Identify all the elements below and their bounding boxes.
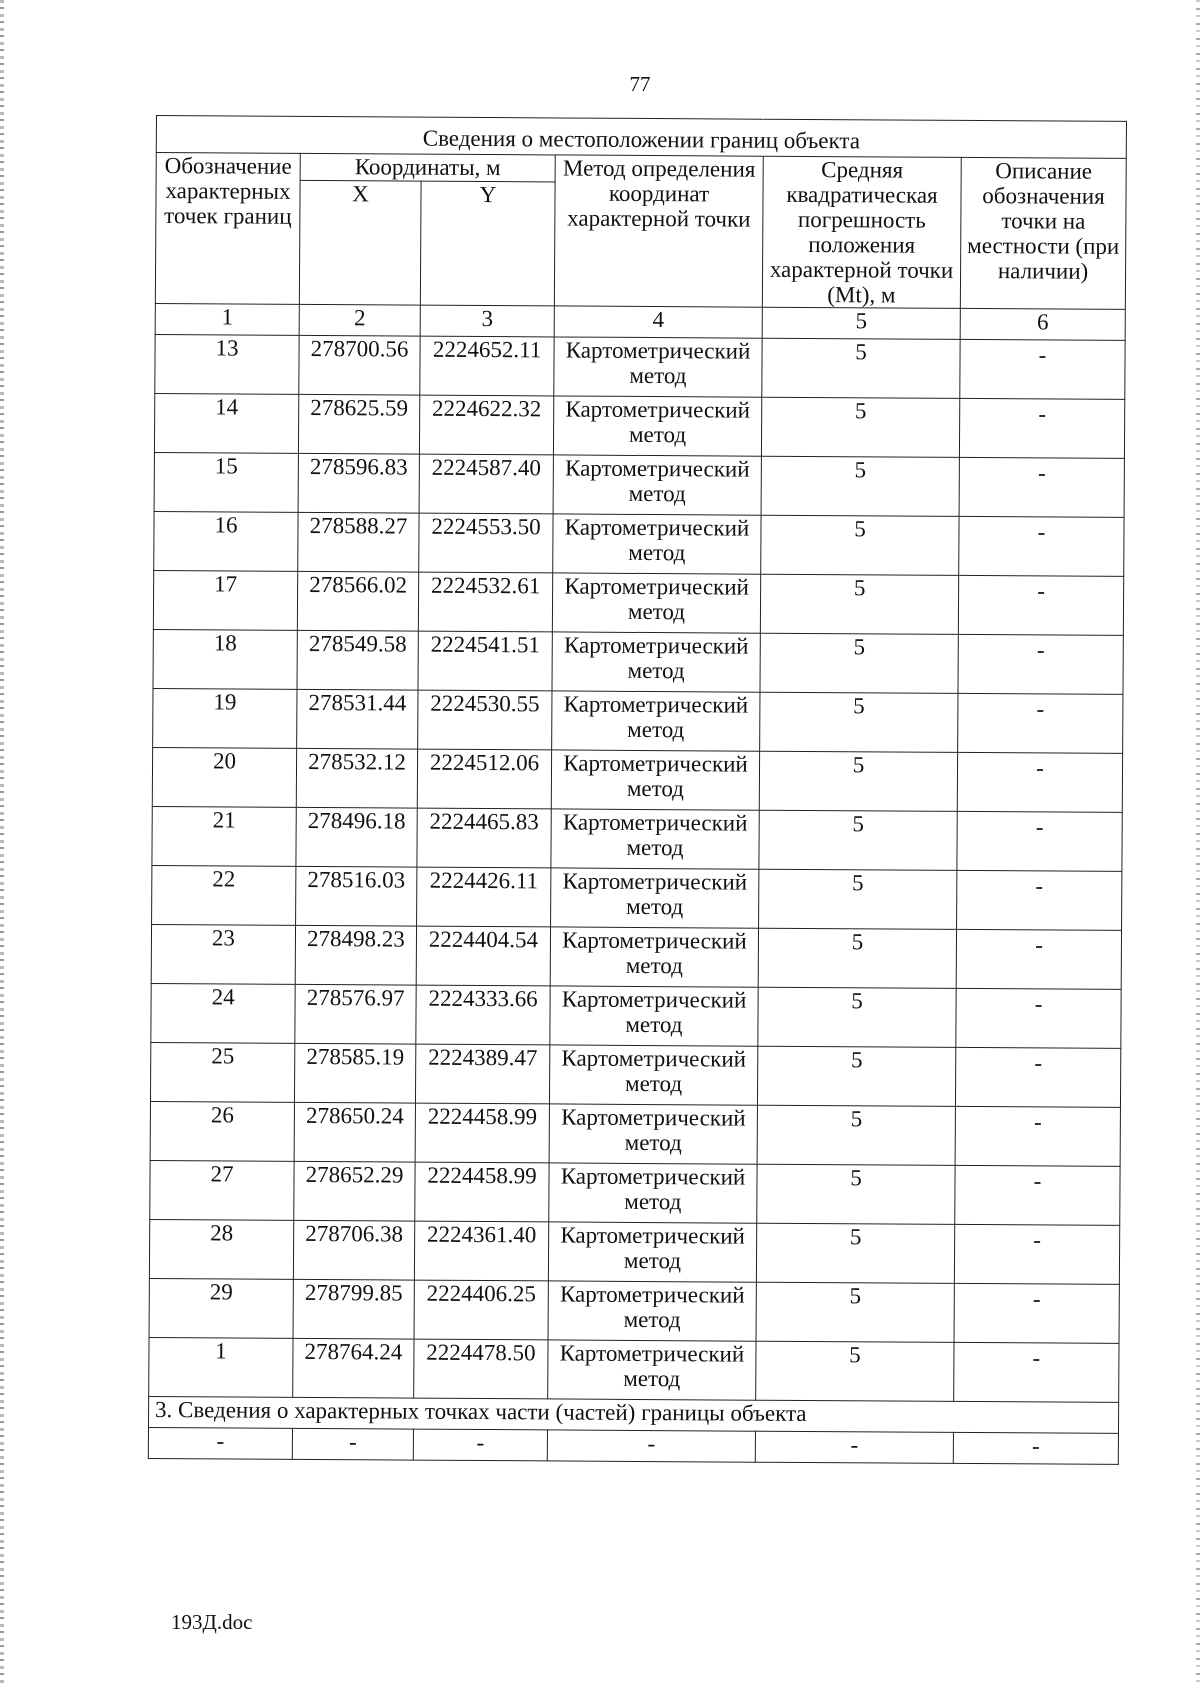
table-row — [152, 806, 1122, 871]
point-cell: 19 — [153, 688, 297, 748]
description-cell: - — [958, 693, 1123, 753]
description-cell: - — [957, 870, 1122, 930]
table-row — [150, 1160, 1120, 1225]
x-coordinate-cell: 278549.58 — [297, 630, 418, 690]
error-cell: 5 — [762, 338, 960, 398]
table-row — [149, 1278, 1119, 1343]
method-cell: Картометрический метод — [548, 1340, 756, 1400]
header-error: Средняя квадратическая погрешность положения характерной точки (Mt), м — [762, 156, 961, 308]
y-coordinate-cell: 2224458.99 — [415, 1162, 549, 1222]
y-coordinate-cell: 2224333.66 — [416, 985, 550, 1045]
column-number: 5 — [762, 307, 960, 339]
x-coordinate-cell: 278498.23 — [295, 925, 416, 985]
error-cell: 5 — [761, 397, 959, 457]
error-cell: 5 — [761, 515, 959, 575]
point-cell: 13 — [155, 334, 299, 394]
method-cell: Картометрический метод — [554, 337, 762, 397]
section3-cell: - — [148, 1427, 292, 1459]
x-coordinate-cell: 278652.29 — [294, 1161, 415, 1221]
error-cell: 5 — [761, 456, 959, 516]
table-row — [154, 452, 1124, 517]
x-coordinate-cell: 278576.97 — [295, 984, 416, 1044]
point-cell: 22 — [152, 865, 296, 925]
description-cell: - — [955, 1165, 1120, 1225]
point-cell: 29 — [149, 1278, 293, 1338]
description-cell: - — [958, 575, 1123, 635]
table-body — [149, 334, 1126, 1402]
point-cell: 27 — [150, 1160, 294, 1220]
section3-cell: - — [413, 1429, 547, 1461]
method-cell: Картометрический метод — [550, 927, 758, 987]
point-cell: 1 — [149, 1337, 293, 1397]
table-row — [149, 1337, 1119, 1402]
method-cell: Картометрический метод — [553, 396, 761, 456]
y-coordinate-cell: 2224478.50 — [414, 1339, 548, 1399]
method-cell: Картометрический метод — [550, 986, 758, 1046]
error-cell: 5 — [759, 810, 957, 870]
x-coordinate-cell: 278706.38 — [293, 1220, 414, 1280]
method-cell: Картометрический метод — [549, 1045, 757, 1105]
section3-cell: - — [953, 1432, 1118, 1464]
y-coordinate-cell: 2224406.25 — [414, 1280, 548, 1340]
y-coordinate-cell: 2224587.40 — [419, 454, 553, 514]
header-y: Y — [420, 181, 555, 306]
header-description: Описание обозначения точки на местности (при наличии) — [960, 157, 1126, 309]
x-coordinate-cell: 278516.03 — [296, 866, 417, 926]
point-cell: 18 — [153, 629, 297, 689]
x-coordinate-cell: 278650.24 — [294, 1102, 415, 1162]
x-coordinate-cell: 278625.59 — [298, 394, 419, 454]
y-coordinate-cell: 2224458.99 — [415, 1103, 549, 1163]
y-coordinate-cell: 2224530.55 — [418, 690, 552, 750]
method-cell: Картометрический метод — [552, 632, 760, 692]
section3-cell: - — [292, 1428, 413, 1460]
x-coordinate-cell: 278596.83 — [298, 453, 419, 513]
point-cell: 25 — [150, 1042, 294, 1102]
y-coordinate-cell: 2224532.61 — [418, 572, 552, 632]
point-cell: 26 — [150, 1101, 294, 1161]
x-coordinate-cell: 278585.19 — [294, 1043, 415, 1103]
table-row — [153, 629, 1123, 694]
error-cell: 5 — [757, 1164, 955, 1224]
y-coordinate-cell: 2224361.40 — [414, 1221, 548, 1281]
x-coordinate-cell: 278566.02 — [297, 571, 418, 631]
y-coordinate-cell: 2224512.06 — [417, 749, 551, 809]
error-cell: 5 — [757, 1105, 955, 1165]
point-cell: 23 — [151, 924, 295, 984]
y-coordinate-cell: 2224426.11 — [417, 867, 551, 927]
description-cell: - — [960, 339, 1125, 399]
description-cell: - — [959, 516, 1124, 576]
description-cell: - — [955, 1106, 1120, 1166]
method-cell: Картометрический метод — [552, 691, 760, 751]
point-cell: 14 — [154, 393, 298, 453]
scan-edge-left — [0, 0, 4, 1686]
point-cell: 28 — [149, 1219, 293, 1279]
table-row — [153, 688, 1123, 753]
header-coordinates: Координаты, м — [300, 153, 555, 182]
header-method: Метод определения координат характерной точки — [554, 155, 763, 307]
table-row — [150, 1101, 1120, 1166]
error-cell: 5 — [759, 751, 957, 811]
method-cell: Картометрический метод — [552, 573, 760, 633]
table-caption: Сведения о местоположении границ объекта — [156, 116, 1126, 159]
y-coordinate-cell: 2224553.50 — [419, 513, 553, 573]
point-cell: 15 — [154, 452, 298, 512]
description-cell: - — [954, 1342, 1119, 1402]
method-cell: Картометрический метод — [551, 809, 759, 869]
error-cell: 5 — [756, 1282, 954, 1342]
error-cell: 5 — [760, 692, 958, 752]
header-x: X — [299, 181, 421, 306]
x-coordinate-cell: 278700.56 — [299, 335, 420, 395]
header-point-designation: Обозначение характерных точек границ — [155, 153, 300, 305]
method-cell: Картометрический метод — [548, 1281, 756, 1341]
description-cell: - — [954, 1283, 1119, 1343]
x-coordinate-cell: 278764.24 — [293, 1338, 414, 1398]
point-cell: 20 — [152, 747, 296, 807]
description-cell: - — [956, 929, 1121, 989]
point-cell: 17 — [153, 570, 297, 630]
x-coordinate-cell: 278532.12 — [296, 748, 417, 808]
description-cell: - — [955, 1047, 1120, 1107]
method-cell: Картометрический метод — [551, 750, 759, 810]
x-coordinate-cell: 278496.18 — [296, 807, 417, 867]
x-coordinate-cell: 278799.85 — [293, 1279, 414, 1339]
error-cell: 5 — [759, 869, 957, 929]
table-row — [154, 511, 1124, 576]
column-number: 3 — [420, 305, 554, 337]
y-coordinate-cell: 2224465.83 — [417, 808, 551, 868]
description-cell: - — [959, 398, 1124, 458]
method-cell: Картометрический метод — [549, 1104, 757, 1164]
x-coordinate-cell: 278531.44 — [297, 689, 418, 749]
y-coordinate-cell: 2224541.51 — [418, 631, 552, 691]
table-row — [154, 393, 1124, 458]
y-coordinate-cell: 2224652.11 — [420, 336, 554, 396]
description-cell: - — [956, 988, 1121, 1048]
method-cell: Картометрический метод — [553, 455, 761, 515]
section3-title: 3. Сведения о характерных точках части (частей) границы объекта — [148, 1396, 1118, 1433]
y-coordinate-cell: 2224389.47 — [415, 1044, 549, 1104]
table-row — [152, 865, 1122, 930]
table-row — [151, 924, 1121, 989]
section3-row — [148, 1427, 1118, 1464]
column-number: 4 — [554, 306, 762, 338]
description-cell: - — [958, 634, 1123, 694]
error-cell: 5 — [758, 928, 956, 988]
scan-edge-right — [1196, 0, 1200, 1686]
method-cell: Картометрический метод — [548, 1222, 756, 1282]
table-row — [150, 1042, 1120, 1107]
method-cell: Картометрический метод — [551, 868, 759, 928]
y-coordinate-cell: 2224404.54 — [416, 926, 550, 986]
method-cell: Картометрический метод — [553, 514, 761, 574]
x-coordinate-cell: 278588.27 — [298, 512, 419, 572]
error-cell: 5 — [760, 633, 958, 693]
point-cell: 24 — [151, 983, 295, 1043]
section3-cell: - — [547, 1430, 755, 1462]
description-cell: - — [957, 752, 1122, 812]
table-row — [155, 334, 1125, 399]
description-cell: - — [957, 811, 1122, 871]
error-cell: 5 — [756, 1223, 954, 1283]
table-row — [152, 747, 1122, 812]
error-cell: 5 — [760, 574, 958, 634]
description-cell: - — [954, 1224, 1119, 1284]
section3-cell: - — [755, 1431, 953, 1463]
column-number: 1 — [155, 303, 299, 335]
table-row — [151, 983, 1121, 1048]
y-coordinate-cell: 2224622.32 — [419, 395, 553, 455]
column-number: 6 — [960, 308, 1125, 340]
point-cell: 16 — [154, 511, 298, 571]
column-number: 2 — [299, 304, 420, 336]
error-cell: 5 — [756, 1341, 954, 1401]
method-cell: Картометрический метод — [549, 1163, 757, 1223]
error-cell: 5 — [758, 987, 956, 1047]
page-number: 77 — [629, 72, 651, 96]
error-cell: 5 — [757, 1046, 955, 1106]
point-cell: 21 — [152, 806, 296, 866]
table-row — [149, 1219, 1119, 1284]
footer-filename: 193Д.doc — [171, 1610, 253, 1634]
table-row — [153, 570, 1123, 635]
description-cell: - — [959, 457, 1124, 517]
boundary-table — [148, 115, 1127, 1465]
